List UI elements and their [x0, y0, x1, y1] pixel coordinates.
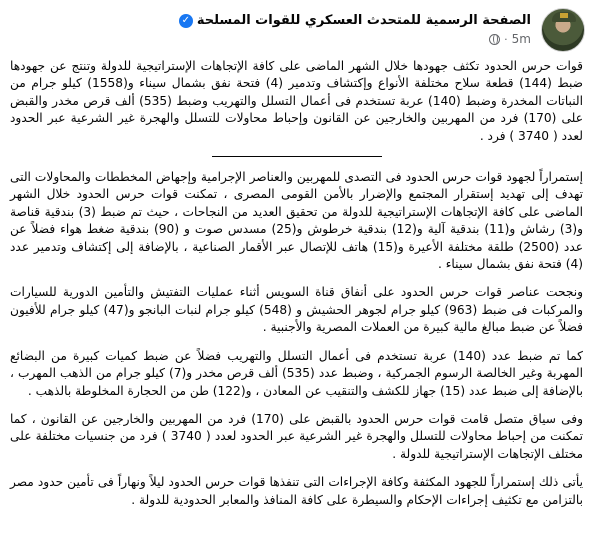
post-header	[10, 8, 585, 56]
post-paragraph-conclusion: يأتى ذلك إستمراراً للجهود المكثفة وكافة الإجراءات التى تنفذها قوات حرس الحدود ليلاً ونهاراً فى تأمين حدود مصر بالتزامن مع تكثيف إجراءات الإحكام والسيطرة على كافة المنافذ والمعابر الحدودية للدولة .	[10, 475, 583, 507]
post-paragraph-arrests: وفى سياق متصل قامت قوات حرس الحدود بالقبض على (170) فرد من المهربين والخارجين عن القانون ، كما تمكنت من إحباط محاولات للتسلل والهجرة غير الشرعية عبر الحدود لعدد ( 3740 ) فرد من جنسيات مختلفة على مختلف الإتجاهات الإستراتيجية للدولة .	[10, 411, 583, 461]
separator-dot: ·	[504, 32, 508, 46]
post-paragraph-vehicles: كما تم ضبط عدد (140) عربة تستخدم فى أعمال التسلل والتهريب فضلاً عن ضبط كميات كبيرة من البضائع المهربة وغير الخالصة الرسوم الجمركية ، وضبط عدد (535) ألف قرص مخدر و(7) كيلو جرام من الذهب المهرب ، بالإضافة إلى ضبط عدد (15) جهاز للكشف والتنقيب عن المعادن ، و(122) طن من الحجارة المخلوطة بالذهب .	[10, 348, 583, 398]
post-paragraph-summary: قوات حرس الحدود تكثف جهودها خلال الشهر الماضى على كافة الإتجاهات الإستراتيجية للدولة وتنتج عن جهودها ضبط (144) قطعة سلاح مختلفة الأنواع وإكتشاف وتدمير (4) فتحة نفق بشمال سيناء و(1558) كيلو جرام من النباتات المخدرة وضبط (140) عربة تستخدم فى أعمال التسلل والتهريب وضبط (535) ألف قرص مخدر والقبض على (170) فرد من المهربين والخارجين عن القانون وإحباط محاولات للتسلل والهجرة غير الشرعية عبر الحدود لعدد ( 3740 ) فرد .	[10, 59, 583, 143]
globe-icon[interactable]	[489, 34, 500, 45]
divider	[212, 156, 382, 157]
avatar[interactable]	[541, 8, 585, 52]
post-paragraph-suez-tunnels: ونجحت عناصر قوات حرس الحدود على أنفاق قناة السويس أثناء عمليات التفتيش والتأمين الدورية للسيارات والمركبات فى ضبط (963) كيلو جرام لجوهر الحشيش و (548) كيلو جرام لنبات البانجو و(47) كيلو جرام للأفيون فضلاً عن ضبط مبالغ مالية كبيرة من العملات المصرية والأجنبية .	[10, 285, 583, 335]
post-timestamp[interactable]: 5m	[511, 32, 531, 46]
page-name-link[interactable]: الصفحة الرسمية للمتحدث العسكري للقوات المسلحة	[196, 13, 531, 28]
post-meta	[489, 32, 531, 46]
verified-badge-icon: ✓	[179, 14, 193, 28]
post-paragraph-weapons: إستمراراً لجهود قوات حرس الحدود فى التصدى للمهربين والعناصر الإجرامية وإجهاض المخططات والمحاولات التى تهدف إلى تهديد إستقرار المجتمع والإضرار بالأمن القومى المصرى ، تمكنت قوات حرس الحدود خلال الشهر الماضى على كافة الإتجاهات الإستراتيجية للدولة من تحقيق العديد من النجاحات ، حيث تم ضبط (3) بندقية قناصة و(3) رشاش و(11) بندقية آلية و(12) بندقية خرطوش و(25) مسدس صوت و (90) بندقية ضغط هواء فضلاً عن عدد (2500) طلقة مختلفة الأعيرة و(15) هاتف للإتصال عبر الأقمار الصناعية ، بالإضافة إلى إكتشاف وتدمير عدد (4) فتحة نفق بشمال سيناء .	[10, 170, 584, 272]
avatar-badge-shape	[560, 13, 568, 18]
page-name-row	[179, 13, 531, 28]
post-body	[10, 58, 583, 520]
